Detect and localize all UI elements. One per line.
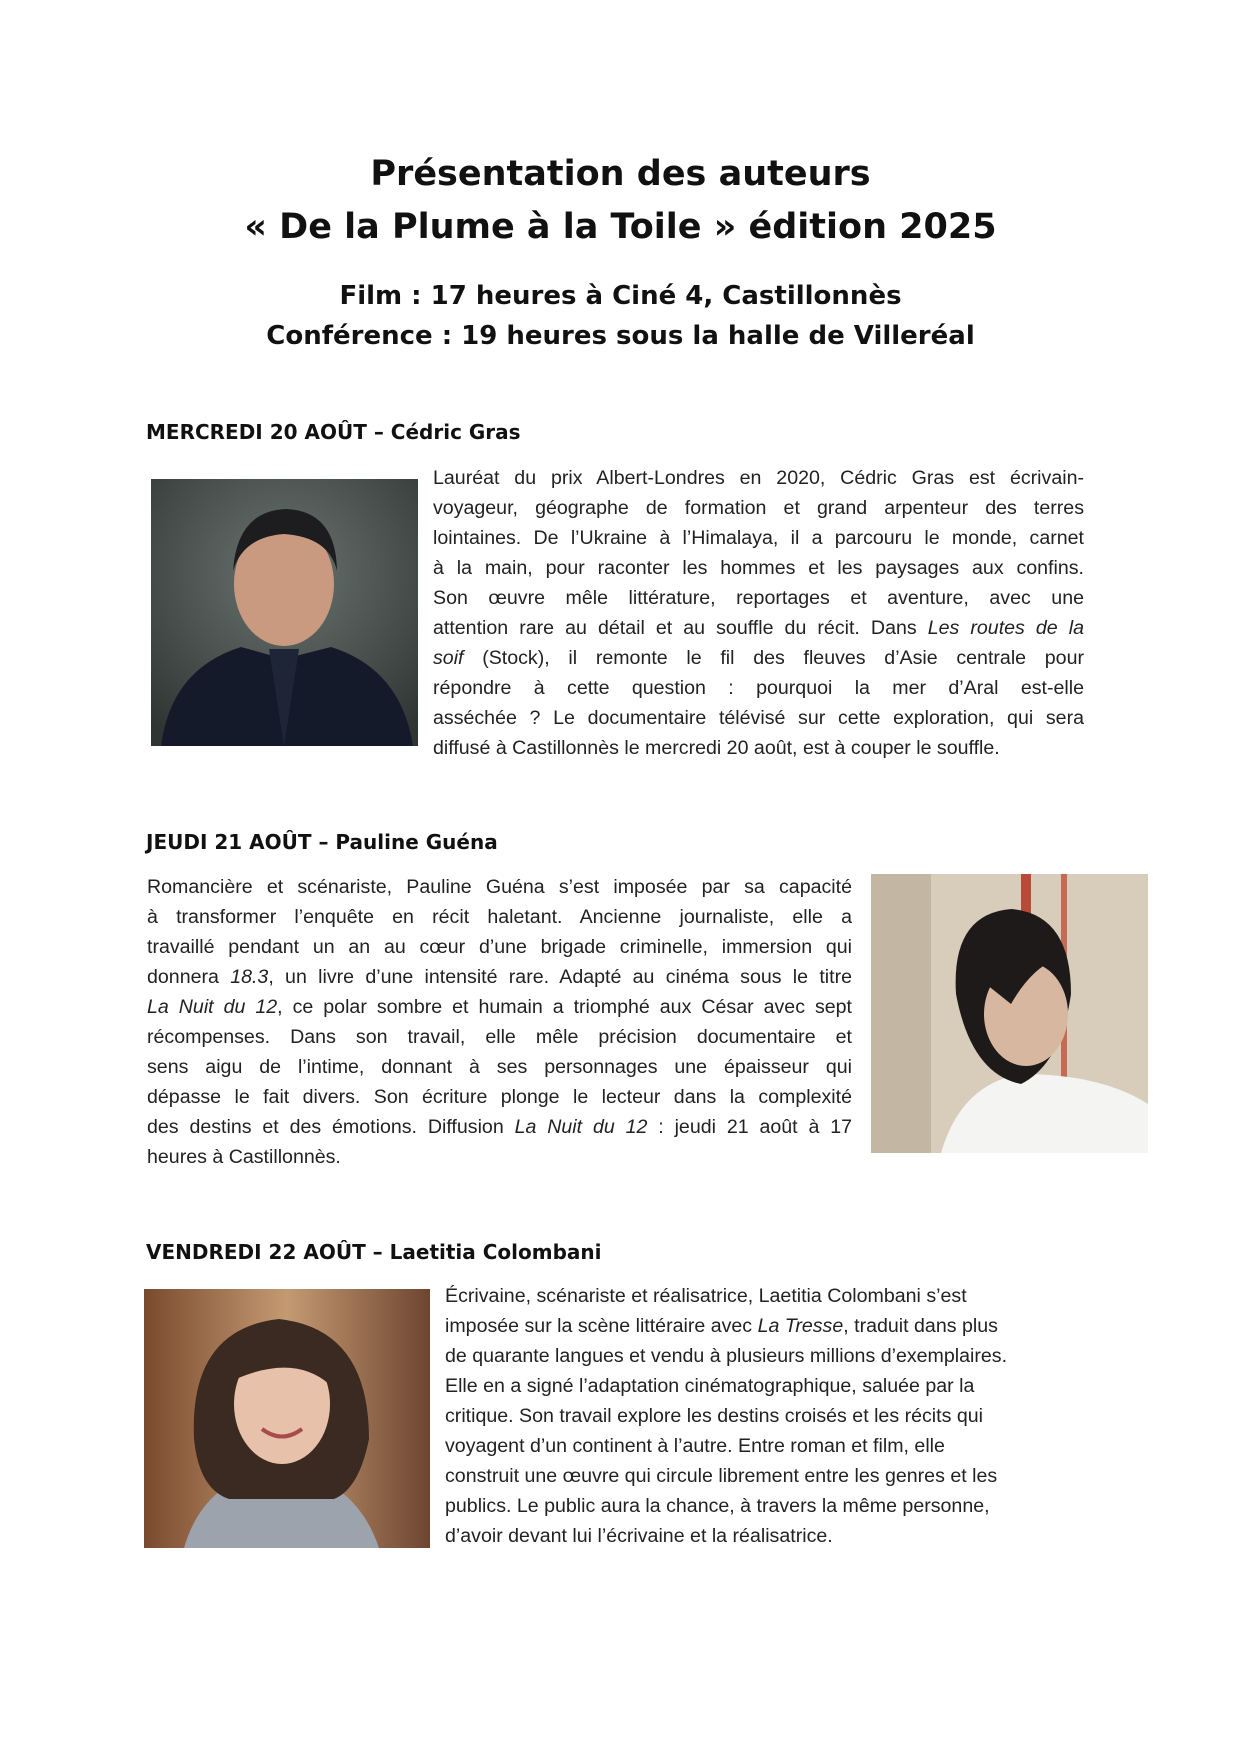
bio-line: des destins et des émotions. Diffusion La Nuit du 12 : jeudi 21 août à 17: [147, 1116, 853, 1138]
bio-laetitia-colombani: [445, 1281, 1090, 1551]
bio-line: à transformer l’enquête en récit haletant. Ancienne journaliste, elle a: [147, 906, 852, 928]
bio-line: Écrivaine, scénariste et réalisatrice, Laetitia Colombani s’est: [445, 1285, 967, 1307]
bio-line: Son œuvre mêle littérature, reportages et aventure, avec une: [433, 587, 1084, 609]
page-title-edition: « De la Plume à la Toile » édition 2025: [244, 207, 997, 247]
section-heading-pauline-guena: JEUDI 21 AOÛT – Pauline Guéna: [146, 830, 498, 854]
bio-line: d’avoir devant lui l’écrivaine et la réalisatrice.: [445, 1525, 833, 1547]
bio-line: Lauréat du prix Albert-Londres en 2020, Cédric Gras est écrivain-: [433, 467, 1084, 489]
bio-line: voyagent d’un continent à l’autre. Entre roman et film, elle: [445, 1435, 945, 1457]
bio-line: heures à Castillonnès.: [147, 1146, 341, 1168]
bio-line: Romancière et scénariste, Pauline Guéna s’est imposée par sa capacité: [147, 876, 852, 898]
bio-line: dépasse le fait divers. Son écriture plonge le lecteur dans la complexité: [147, 1086, 852, 1108]
bio-line: imposée sur la scène littéraire avec La Tresse, traduit dans plus: [445, 1315, 998, 1337]
bio-line: lointaines. De l’Ukraine à l’Himalaya, il a parcouru le monde, carnet: [433, 527, 1084, 549]
bio-line: attention rare au détail et au souffle du récit. Dans Les routes de la: [433, 617, 1084, 639]
film-schedule: Film : 17 heures à Ciné 4, Castillonnès: [339, 281, 902, 311]
bio-line: donnera 18.3, un livre d’une intensité rare. Adapté au cinéma sous le titre: [147, 966, 852, 988]
bio-line: de quarante langues et vendu à plusieurs millions d’exemplaires.: [445, 1345, 1008, 1367]
bio-line: critique. Son travail explore les destins croisés et les récits qui: [445, 1405, 983, 1427]
bio-line: sens aigu de l’intime, donnant à ses personnages une épaisseur qui: [147, 1056, 852, 1078]
bio-line: publics. Le public aura la chance, à travers la même personne,: [445, 1495, 990, 1517]
author-photo-laetitia-colombani: [144, 1289, 430, 1548]
bio-line: soif (Stock), il remonte le fil des fleuves d’Asie centrale pour: [433, 647, 1084, 669]
bio-cedric-gras: [433, 463, 1084, 763]
author-photo-pauline-guena: [871, 874, 1148, 1153]
conference-schedule: Conférence : 19 heures sous la halle de Villeréal: [266, 321, 975, 351]
section-heading-cedric-gras: MERCREDI 20 AOÛT – Cédric Gras: [146, 420, 521, 444]
page-title: Présentation des auteurs: [370, 154, 871, 194]
bio-line: répondre à cette question : pourquoi la mer d’Aral est-elle: [433, 677, 1084, 699]
bio-line: récompenses. Dans son travail, elle mêle précision documentaire et: [147, 1026, 852, 1048]
bio-line: Elle en a signé l’adaptation cinématographique, saluée par la: [445, 1375, 975, 1397]
bio-line: construit une œuvre qui circule librement entre les genres et les: [445, 1465, 998, 1487]
bio-line: asséchée ? Le documentaire télévisé sur cette exploration, qui sera: [433, 707, 1084, 729]
bio-line: diffusé à Castillonnès le mercredi 20 août, est à couper le souffle.: [433, 737, 1000, 759]
bio-line: travaillé pendant un an au cœur d’une brigade criminelle, immersion qui: [147, 936, 852, 958]
bio-line: voyageur, géographe de formation et grand arpenteur des terres: [433, 497, 1084, 519]
bio-line: à la main, pour raconter les hommes et les paysages aux confins.: [433, 557, 1084, 579]
bio-line: La Nuit du 12, ce polar sombre et humain a triomphé aux César avec sept: [147, 996, 853, 1018]
section-heading-laetitia-colombani: VENDREDI 22 AOÛT – Laetitia Colombani: [146, 1240, 602, 1264]
bio-pauline-guena: [147, 872, 852, 1172]
author-photo-cedric-gras: [151, 479, 418, 746]
